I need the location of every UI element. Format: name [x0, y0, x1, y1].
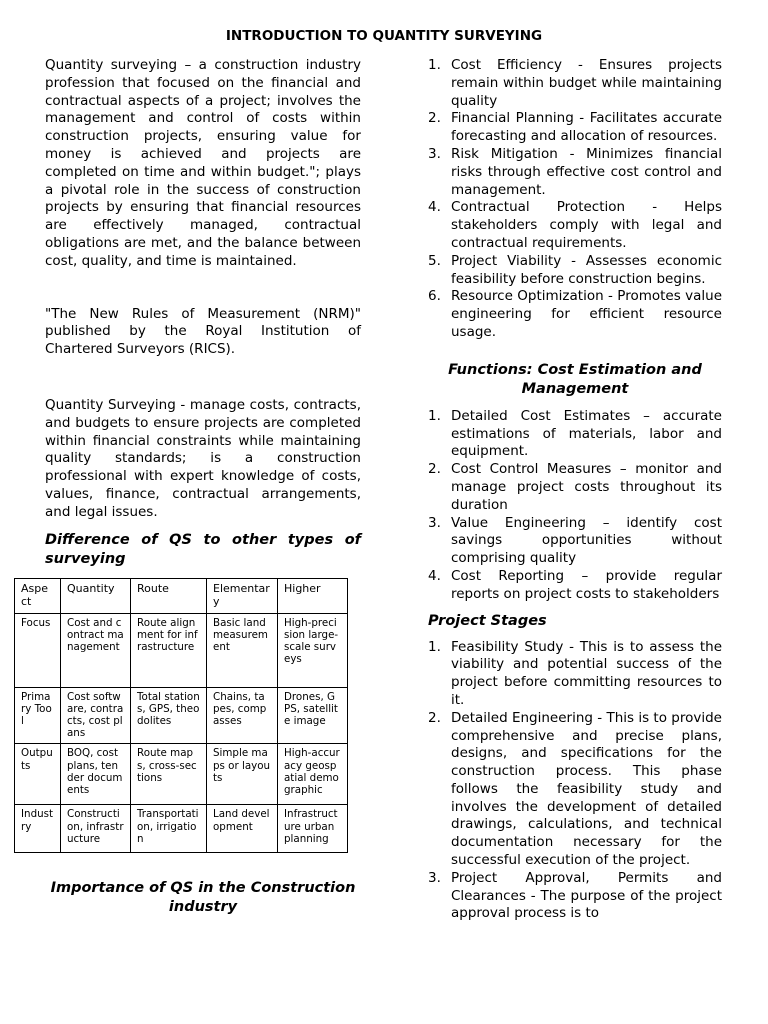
table-header-cell: Route [131, 578, 207, 613]
list-item [428, 639, 722, 710]
list-text: Detailed Engineering - This is to provide comprehensive and precise plans, designs, and specifications for the construction process. This phase follows the feasibility study and involves the development of detailed drawings, calculations, and technical documentation necessary for the successful execution of the project. [451, 709, 722, 869]
list-text: Financial Planning - Facilitates accurate forecasting and allocation of resources. [451, 110, 722, 145]
table-cell: Outputs [15, 744, 61, 805]
list-number: 1. [428, 57, 441, 73]
list-text: Cost Efficiency - Ensures projects remain within budget while maintaining quality [451, 57, 722, 109]
table-cell: Industry [15, 805, 61, 853]
table-cell: Drones, GPS, satellite image [278, 687, 348, 744]
table-header-row [15, 578, 348, 613]
nrm-paragraph: "The New Rules of Measurement (NRM)" published by the Royal Institution of Chartered Surveyors (RICS). [45, 305, 361, 358]
table-row [15, 805, 348, 853]
table-cell: Basic land measurement [207, 613, 278, 687]
table-cell: Primary Tool [15, 687, 61, 744]
list-text: Feasibility Study - This is to assess the viability and potential success of the project before committing resources to it. [451, 638, 722, 708]
page-title: INTRODUCTION TO QUANTITY SURVEYING [225, 28, 543, 44]
list-item [428, 461, 722, 514]
list-number: 6. [428, 288, 441, 305]
table-cell: Transportation, irrigation [131, 805, 207, 853]
list-text: Detailed Cost Estimates – accurate estimations of materials, labor and equipment. [451, 407, 722, 460]
list-item [428, 408, 722, 461]
comparison-table [14, 578, 348, 854]
list-number: 2. [428, 110, 441, 127]
list-text: Cost Reporting – provide regular reports on project costs to stakeholders [451, 567, 722, 602]
list-number: 4. [428, 567, 441, 584]
right-column [428, 57, 722, 923]
list-text: Cost Control Measures – monitor and manage project costs throughout its duration [451, 461, 722, 513]
table-cell: Infrastructure urban planning [278, 805, 348, 853]
table-cell: Land development [207, 805, 278, 853]
list-item [428, 710, 722, 870]
list-number: 5. [428, 252, 441, 269]
list-text: Resource Optimization - Promotes value engineering for efficient resource usage. [451, 288, 722, 340]
intro-paragraph: Quantity surveying – a construction industry profession that focused on the financial and contractual aspects of a project; involves the management and control of costs within construction projects, ensuring value for money is achieved and projects are completed on time and within budget."; plays a pivotal role in the success of construction projects by ensuring that financial resources are effectively managed, contractual obligations are met, and the balance between cost, quality, and time is maintained. [45, 57, 361, 269]
table-cell: Focus [15, 613, 61, 687]
table-cell: Route alignment for infrastructure [131, 613, 207, 687]
list-item [428, 110, 722, 146]
stages-heading: Project Stages [428, 612, 547, 629]
list-number: 3. [428, 869, 441, 886]
list-item [428, 288, 722, 341]
list-text: Risk Mitigation - Minimizes financial risks through effective cost control and management. [451, 145, 722, 198]
list-item [428, 199, 722, 252]
list-number: 3. [428, 145, 441, 162]
importance-list [428, 57, 722, 342]
functions-heading: Functions: Cost Estimation and Management [448, 361, 702, 397]
list-item [428, 57, 722, 110]
stages-list [428, 639, 722, 924]
table-cell: Construction, infrastructure [61, 805, 131, 853]
table-cell: Cost software, contracts, cost plans [61, 687, 131, 744]
importance-heading: Importance of QS in the Construction industry [50, 880, 356, 916]
list-item [428, 515, 722, 568]
list-text: Project Viability - Assesses economic feasibility before construction begins. [451, 252, 722, 287]
list-text: Value Engineering – identify cost savings opportunities without comprising quality [451, 514, 722, 567]
table-cell: Simple maps or layouts [207, 744, 278, 805]
list-number: 2. [428, 709, 441, 726]
table-cell: Cost and contract management [61, 613, 131, 687]
table-cell: BOQ, cost plans, tender documents [61, 744, 131, 805]
list-item [428, 146, 722, 199]
table-row [15, 687, 348, 744]
list-number: 2. [428, 461, 441, 478]
list-text: Project Approval, Permits and Clearances - The purpose of the project approval process is to [451, 869, 722, 922]
list-item [428, 253, 722, 289]
table-cell: High-precision large-scale surveys [278, 613, 348, 687]
table-header-cell: Aspect [15, 578, 61, 613]
table-header-cell: Higher [278, 578, 348, 613]
table-cell: Chains, tapes, compasses [207, 687, 278, 744]
table-row [15, 744, 348, 805]
list-text: Contractual Protection - Helps stakeholders comply with legal and contractual requirements. [451, 199, 722, 251]
list-item [428, 870, 722, 923]
table-cell: Route maps, cross-sections [131, 744, 207, 805]
left-column [21, 57, 361, 917]
functions-list [428, 408, 722, 604]
list-number: 3. [428, 514, 441, 531]
list-item [428, 568, 722, 604]
qs-definition-paragraph: Quantity Surveying - manage costs, contracts, and budgets to ensure projects are completed within financial constraints while maintaining quality standards; is a construction professional with expert knowledge of costs, values, finance, contractual arrangements, and legal issues. [45, 396, 361, 520]
table-header-cell: Elementary [207, 578, 278, 613]
list-number: 1. [428, 638, 441, 655]
difference-heading: Difference of QS to other types of surveying [45, 531, 361, 567]
table-header-cell: Quantity [61, 578, 131, 613]
table-cell: High-accuracy geospatial demographic [278, 744, 348, 805]
table-cell: Total stations, GPS, theodolites [131, 687, 207, 744]
list-number: 1. [428, 407, 441, 424]
table-row [15, 613, 348, 687]
list-number: 4. [428, 199, 441, 216]
